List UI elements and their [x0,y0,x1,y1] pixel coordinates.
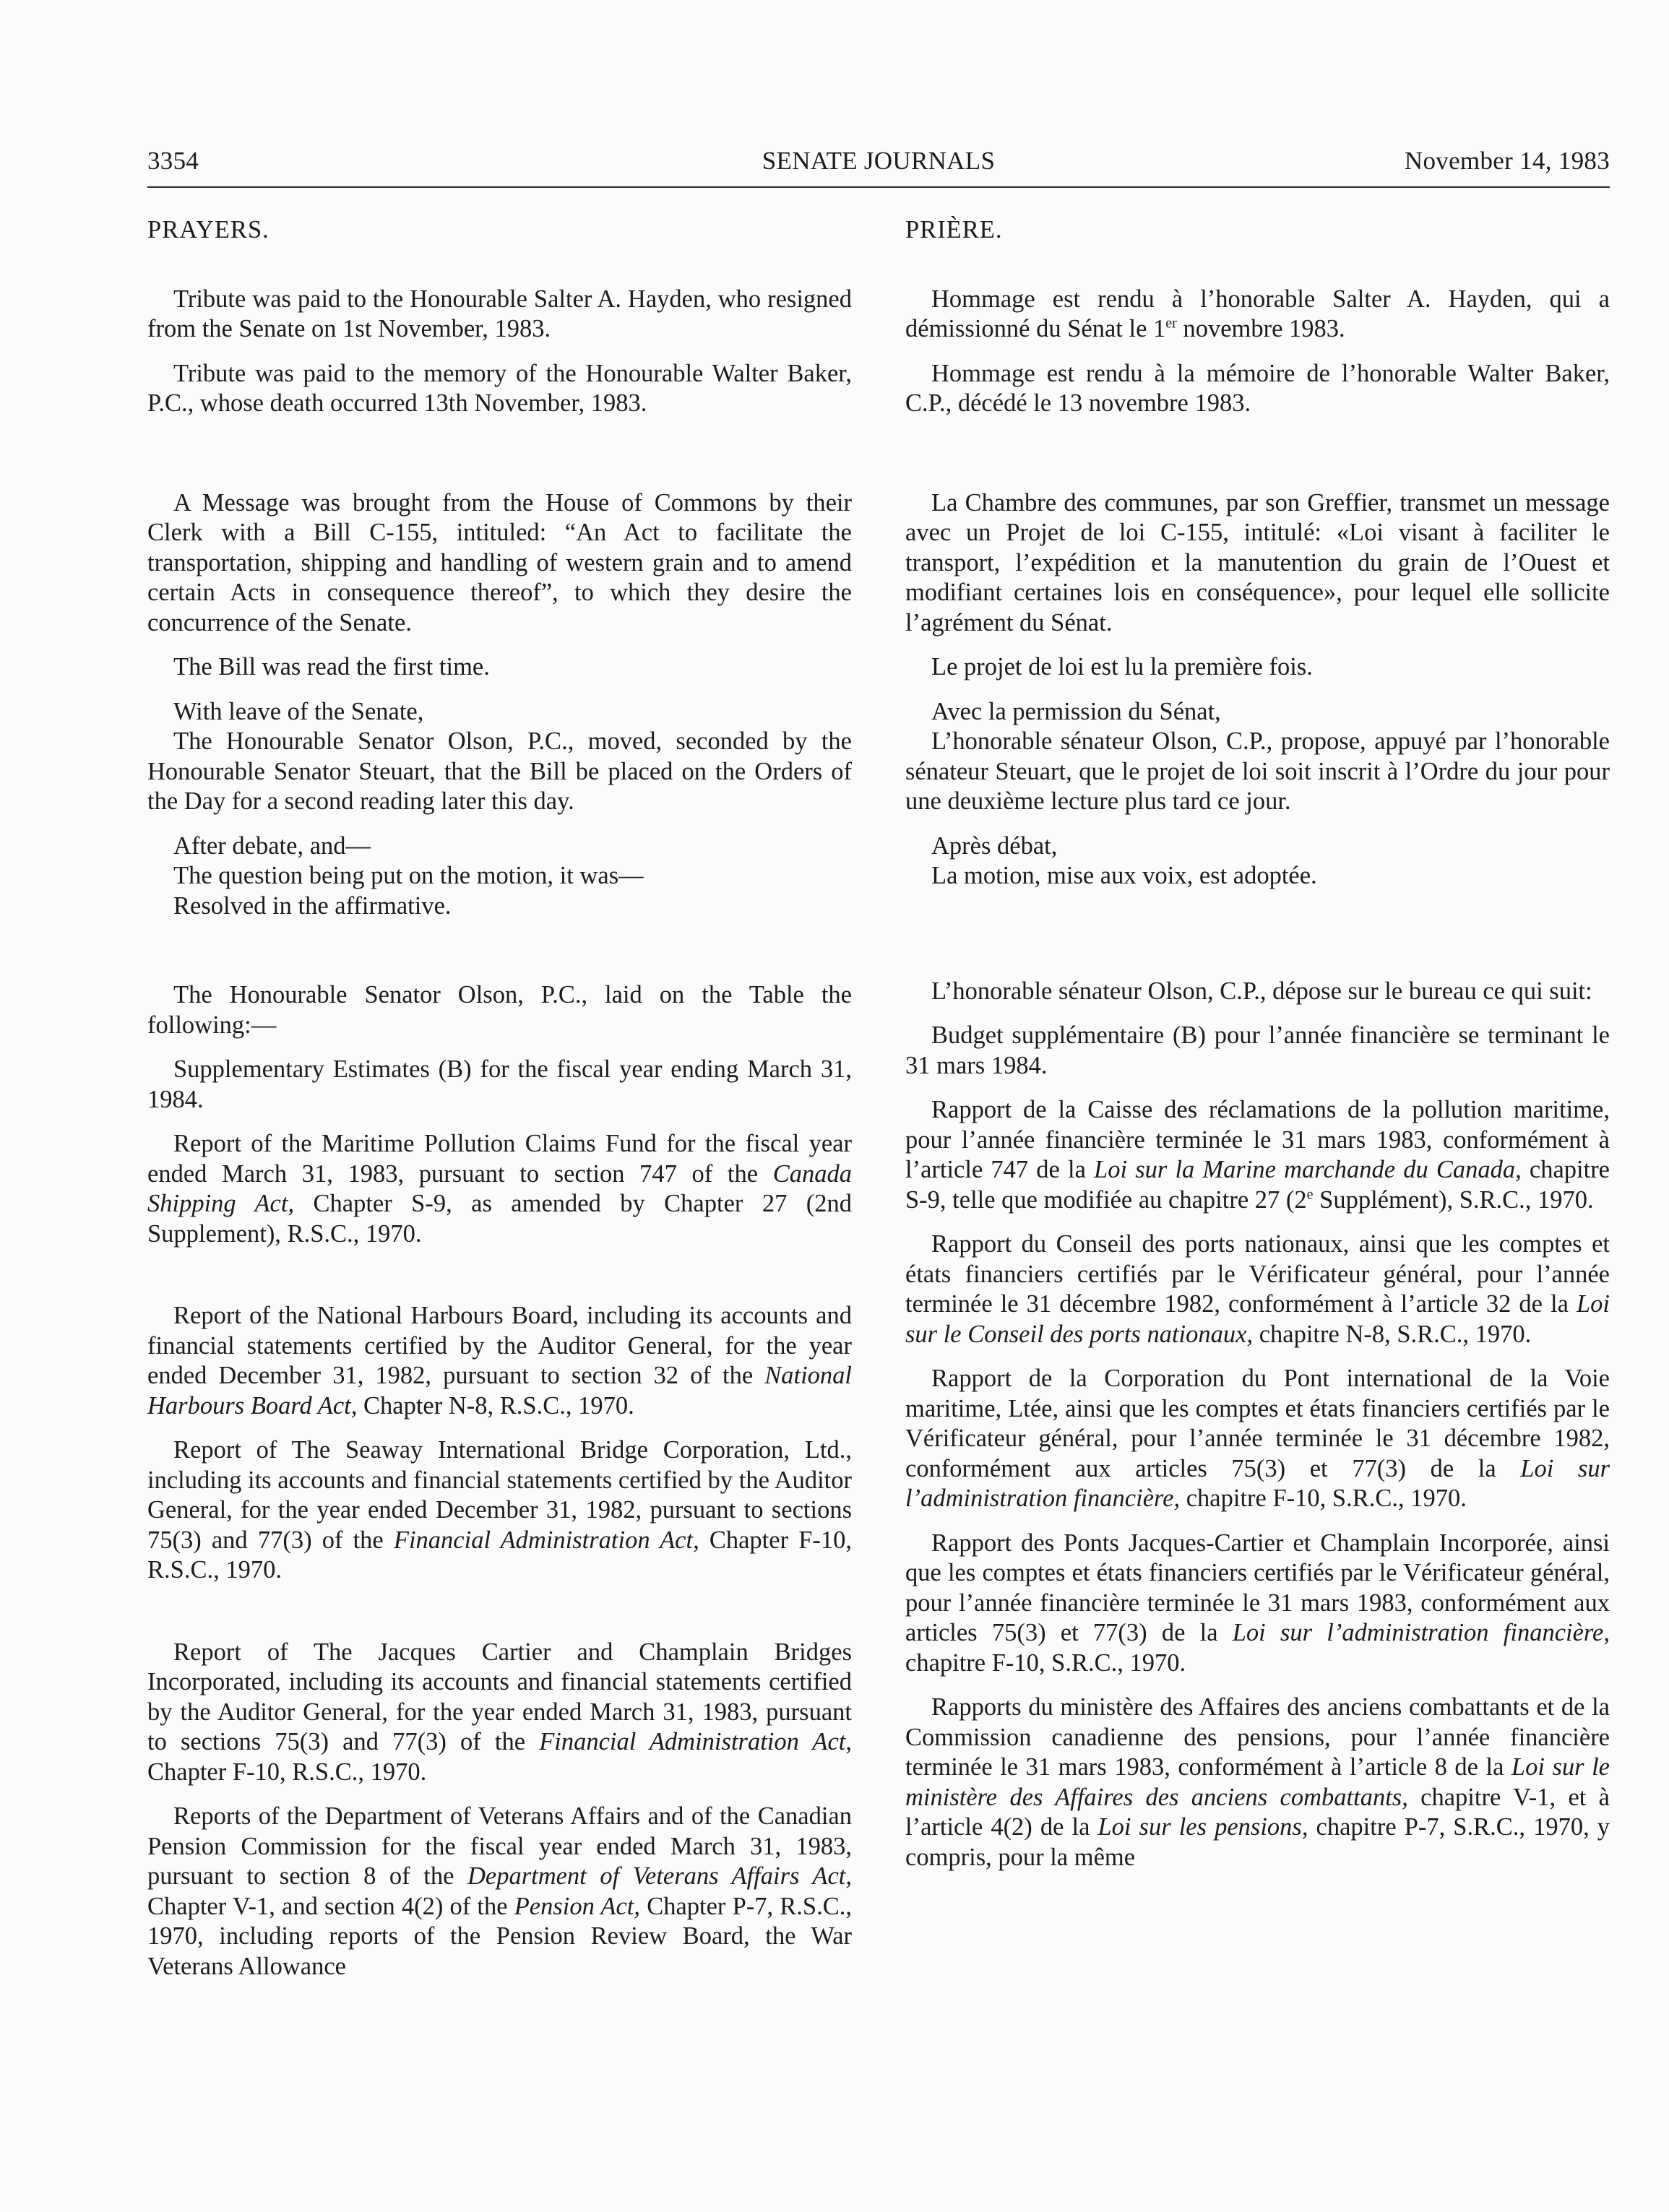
debate-line-2-fr: La motion, mise aux voix, est adoptée. [931,862,1317,889]
leave-en: With leave of the Senate, [173,697,424,725]
harbours-report-fr: Rapport du Conseil des ports nationaux, ainsi que les comptes et états financiers certifiés par le Vérificateur général, pour l’année terminée le 31 décembre 1982, conformément à l’article 32 de la Loi sur le Conseil des ports nationaux, chapitre N-8, S.R.C., 1970. [905,1230,1610,1348]
motion-en: The Honourable Senator Olson, P.C., moved, seconded by the Honourable Senator Steuart, that the Bill be placed on the Orders of the Day for a second reading later this day. [147,727,852,815]
seaway-report-fr: Rapport de la Corporation du Pont international de la Voie maritime, Ltée, ainsi que les comptes et états financiers certifiés par le Vérificateur général, pour l’année terminée le 31 décembre 1982, conformément aux articles 75(3) et 77(3) de la Loi sur l’administration financière, chapitre F-10, S.R.C., 1970. [905,1365,1610,1512]
maritime-report-fr: Rapport de la Caisse des réclamations de la pollution maritime, pour l’année financière terminée le 31 mars 1983, conformément à l’article 747 de la Loi sur la Marine marchande du Canada, chapitre S-9, telle que modifiée au chapitre 27 (2e Supplément), S.R.C., 1970. [905,1096,1610,1214]
bridges-report-en: Report of The Jacques Cartier and Champlain Bridges Incorporated, including its accounts and financial statements certified by the Auditor General, for the year ended March 31, 1983, pursuant to sections 75(3) and 77(3) of the Financial Administration Act, Chapter F-10, R.S.C., 1970. [147,1638,852,1786]
debate-line-1-en: After debate, and— [173,831,371,860]
debate-line-1-fr: Après débat, [931,831,1058,860]
leave-fr: Avec la permission du Sénat, [931,697,1221,725]
tribute-baker-en: Tribute was paid to the memory of the Honourable Walter Baker, P.C., whose death occurred 13th November, 1983. [147,359,852,417]
english-column [147,215,852,1982]
debate-line-2-en: The question being put on the motion, it was— [173,862,644,889]
harbours-report-en: Report of the National Harbours Board, including its accounts and financial statements certified by the Auditor General, for the year ended December 31, 1982, pursuant to section 32 of the National Harbours Board Act, Chapter N-8, R.S.C., 1970. [147,1302,852,1420]
motion-fr: L’honorable sénateur Olson, C.P., propose, appuyé par l’honorable sénateur Steuart, que le projet de loi soit inscrit à l’Ordre du jour pour une deuxième lecture plus tard ce jour. [905,727,1610,815]
estimates-fr: Budget supplémentaire (B) pour l’année financière se terminant le 31 mars 1984. [905,1021,1610,1079]
first-reading-fr: Le projet de loi est lu la première fois. [931,653,1313,681]
estimates-en: Supplementary Estimates (B) for the fiscal year ending March 31, 1984. [147,1055,852,1113]
maritime-report-en: Report of the Maritime Pollution Claims Fund for the fiscal year ended March 31, 1983, pursuant to section 747 of the Canada Shipping Act, Chapter S-9, as amended by Chapter 27 (2nd Supplement), R.S.C., 1970. [147,1130,852,1248]
tabled-en: The Honourable Senator Olson, P.C., laid on the Table the following:— [147,981,852,1039]
veterans-report-en: Reports of the Department of Veterans Affairs and of the Canadian Pension Commission for the fiscal year ended March 31, 1983, pursuant to section 8 of the Department of Veterans Affairs Act, Chapter V-1, and section 4(2) of the Pension Act, Chapter P-7, R.S.C., 1970, including reports of the Pension Review Board, the War Veterans Allowance [147,1802,853,1980]
tribute-hayden-en: Tribute was paid to the Honourable Salter A. Hayden, who resigned from the Senate on 1st November, 1983. [147,285,852,342]
page-header [147,146,1610,188]
message-fr: La Chambre des communes, par son Greffier, transmet un message avec un Projet de loi C-155, intitulé: «Loi visant à faciliter le transport, l’expédition et la manutention du grain de l’Ouest et modifiant certaines lois en conséquence», pour lequel elle sollicite l’agrément du Sénat. [905,488,1610,636]
tribute-hayden-fr: Hommage est rendu à l’honorable Salter A. Hayden, qui a démissionné du Sénat le 1er novembre 1983. [905,285,1610,342]
bridges-report-fr: Rapport des Ponts Jacques-Cartier et Champlain Incorporée, ainsi que les comptes et états financiers certifiés par le Vérificateur général, pour l’année financière terminée le 31 mars 1983, conformément aux articles 75(3) et 77(3) de la Loi sur l’administration financière, chapitre F-10, S.R.C., 1970. [905,1529,1610,1677]
french-heading: PRIÈRE. [905,216,1003,243]
veterans-report-fr: Rapports du ministère des Affaires des anciens combattants et de la Commission canadienne des pensions, pour l’année financière terminée le 31 mars 1983, conformément à l’article 8 de la Loi sur le ministère des Affaires des anciens combattants, chapitre V-1, et à l’article 4(2) de la Loi sur les pensions, chapitre P-7, S.R.C., 1970, y compris, pour la même [905,1693,1610,1871]
journal-title: SENATE JOURNALS [762,147,996,175]
tribute-baker-fr: Hommage est rendu à la mémoire de l’honorable Walter Baker, C.P., décédé le 13 novembre 1983. [905,359,1610,417]
seaway-report-en: Report of The Seaway International Bridge Corporation, Ltd., including its accounts and financial statements certified by the Auditor General, for the year ended December 31, 1982, pursuant to sections 75(3) and 77(3) of the Financial Administration Act, Chapter F-10, R.S.C., 1970. [147,1436,853,1584]
debate-line-3-en: Resolved in the affirmative. [173,891,452,920]
first-reading-en: The Bill was read the first time. [173,653,490,681]
tabled-fr: L’honorable sénateur Olson, C.P., dépose sur le bureau ce qui suit: [931,977,1592,1005]
page-number: 3354 [147,147,199,175]
french-column [905,215,1610,1872]
message-en: A Message was brought from the House of Commons by their Clerk with a Bill C-155, intituled: “An Act to facilitate the transportation, shipping and handling of western grain and to amend certain Acts in consequence thereof”, to which they desire the concurrence of the Senate. [147,488,852,636]
journal-date: November 14, 1983 [1404,147,1610,175]
english-heading: PRAYERS. [147,216,269,243]
